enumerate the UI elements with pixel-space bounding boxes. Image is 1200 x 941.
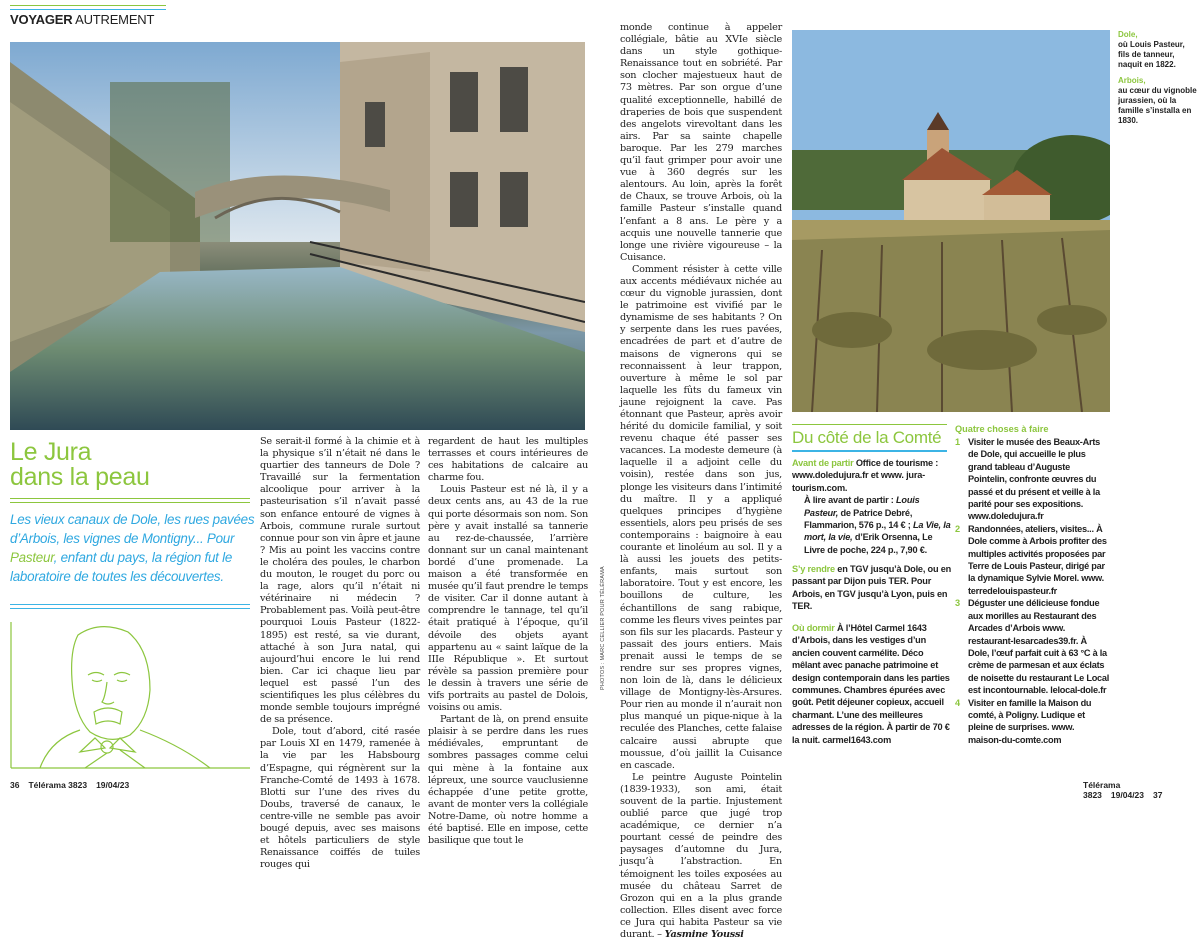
book-title: Louis Pasteur,: [804, 495, 920, 518]
sidebar-where-to-sleep: [792, 622, 952, 746]
photo-dole-canal: [10, 42, 585, 430]
list-item: [955, 436, 1110, 523]
photo-captions: [1118, 30, 1198, 132]
section-label-rest: AUTREMENT: [75, 12, 155, 27]
paragraph: Se serait-il formé à la chimie et à la physique s’il n’était né dans le quartier des tanneurs de Dole ? Travaillé sur la fermentation alcoolique pour arriver à la pasteurisation s’il n’avait passé son enfance entouré de vignes à Arbois, commune rurale surtout connue pour son vin âpre et jaune ? Mis au point les vaccins contre le choléra des poules, le charbon du mouton, le rouget du porc ou la rage, alors qu’il n’était ni vétérinaire ni médecin ? Probablement pas. Voilà peut-être pourquoi Louis Pasteur (1822-1895) est resté, sa vie durant, attaché à son Jura natal, qui aujourd’hui encore le lui rend bien. Car ici chaque lieu par lequel est passé l’un des scientifiques les plus célèbres du monde semble toujours imprégné de sa présence.: [260, 436, 420, 726]
page-number: 37: [1153, 790, 1163, 800]
things-to-do-list: [955, 436, 1110, 746]
magazine-issue: Télérama 3823: [28, 780, 88, 790]
article-column-3: [620, 22, 782, 941]
label-getting-there: S’y rendre: [792, 564, 835, 574]
paragraph: Le peintre Auguste Pointelin (1839-1933), son ami, était souvent de la partie. Injustement oublié parce que jugé trop académique, ce dernier n’a pourtant cessé de peindre des paysages d’automne du Jura, jusqu’à l’abstraction. En témoignent les toiles exposées au musée du château Sarret de Grozon qui en a la plus grande collection. Elles disent avec force ce Jura qui habita Pasteur sa vie durant. –: [620, 771, 782, 941]
photo-arbois-vineyard: [792, 30, 1110, 412]
things-to-do-title: Quatre choses à faire: [955, 424, 1049, 434]
article-standfirst: [10, 510, 255, 586]
author-signature: Yasmine Youssi: [664, 929, 744, 941]
caption-place: Dole,: [1118, 30, 1138, 39]
vineyard-illustration: [792, 30, 1110, 412]
paragraph: monde continue à appeler collégiale, bâtie au XVIe siècle dans un style gothique-Renaissance tout en sobriété. Par son clocher majestueux haut de 73 mètres. Par son orgue d’une qualité exceptionnelle, habillé de draperies de bois que suspendent des angelots virevoltant dans les airs. Par sa sainte chapelle baroque. Par les 279 marches qu’il faut grimper pour avoir une vue à 360 degrés sur les alentours. Au loin, après la forêt de Chaux, se trouve Arbois, où la famille Pasteur s’installe quand l’enfant a 8 ans. Le père y a acquis une nouvelle tannerie que longe une rivière vigoureuse – la Cuisance.: [620, 22, 782, 263]
getting-there-text: en TGV jusqu’à Dole, ou en passant par Dijon puis TER. Pour Arbois, en TGV jusqu’à Lyon, puis en TER.: [792, 564, 952, 612]
sidebar-getting-there: [792, 563, 952, 613]
book-details: d’Erik Orsenna, Le Livre de poche, 224 p., 7,90 €.: [804, 532, 933, 555]
paragraph: Partant de là, on prend ensuite plaisir à se perdre dans les rues médiévales, empruntant de sombres passages comme celui qui mène à la fontaine aux lépreux, une source vauclusienne échappée d’une petite grotte, avant de monter vers la collégiale Notre-Dame, où notre homme a été baptisé. Elle en impose, cette basilique que tout le: [428, 714, 588, 847]
title-rule-2: [10, 502, 250, 503]
sidebar-rule-bottom: [792, 450, 947, 452]
label-where-to-sleep: Où dormir: [792, 623, 835, 633]
list-item: [955, 523, 1110, 597]
issue-date: 19/04/23: [1110, 790, 1145, 800]
reading-intro: À lire avant de partir :: [804, 495, 897, 506]
caption-place: Arbois,: [1118, 76, 1146, 85]
book-details: de Patrice Debré, Flammarion, 576 p., 14 € ;: [804, 507, 913, 531]
item-number: 3: [955, 598, 960, 609]
item-number: 2: [955, 523, 960, 534]
caption-text: au cœur du vignoble jurassien, où la famille s’installa en 1830.: [1118, 86, 1197, 125]
item-text: Déguster une délicieuse fondue aux morilles au Restaurant des Arcades d’Arbois www. restaurant-lesarcades39.fr. À Dole, l’œuf parfait cuit à 63 °C à la crème de parmesan et aux éclats de noisette du restaurant Le Local est incontournable. lelocal-dole.fr: [968, 598, 1110, 696]
list-item: [955, 597, 1110, 696]
item-text: Visiter le musée des Beaux-Arts de Dole, qui accueille le plus grand tableau d’Auguste Pointelin, confronte œuvres du passé et du présent et veille à la parité pour ses expositions. www.doledujura.fr: [968, 437, 1101, 522]
header-rule-green: [10, 5, 166, 6]
sidebar-before-leaving: [792, 457, 952, 556]
issue-date: 19/04/23: [96, 780, 130, 790]
caption-dole: [1118, 30, 1198, 70]
photo-credit: PHOTOS : MARC CELLIER POUR TÉLÉRAMA: [600, 566, 606, 690]
standfirst-rule-2: [10, 608, 250, 609]
title-rule-1: [10, 498, 250, 499]
tourism-office-text: Office de tourisme : www.doledujura.fr et www. jura-tourism.com.: [792, 458, 939, 493]
section-label-bold: VOYAGER: [10, 12, 73, 27]
footer-left: [10, 780, 138, 790]
pasteur-line-illustration: [10, 620, 250, 770]
article-column-2: [428, 436, 588, 847]
paragraph: Comment résister à cette ville aux accents médiévaux nichée au cœur du vignoble jurassien, dont le patrimoine est vivifié par le dynamisme de ses habitants ? On y serpente dans les rues pavées, encadrées de part et d’autre de maisons de vignerons qui se reconnaissent à leur trappon, ouverture à même le sol par laquelle les fûts du fameux vin jaune rejoignent la cave. Pas étonnant que Pasteur, après avoir hérité du domicile familial, y soit revenu chaque été passer ses vacances. La modeste demeure (à laquelle il a adjoint celle du voisin), restée dans son jus, plonge les visiteurs dans l’intimité du maître. Il y a appliqué quelques principes d’hygiène essentiels, alors peu prisés de ses contemporains : baignoire à eau courante et linoléum au sol. Il y a là aussi les jouets des petits-enfants, mais surtout son laboratoire. Tout y est encore, les bouillons de culture, les échantillons de sang rabique, comme les fleurs vives peintes par son fils sur les placards. Pasteur y passait des jours entiers. Mais prenait aussi le temps de se rendre sur ses propres vignes, non loin de là, dans le délicieux village de Montigny-lès-Arsures. Pour rien au monde il n’aurait non plus manqué un pique-nique à la reculée des Planches, cette falaise calcaire aussi abrupte que moussue, d’où jaillit la Cuisance en cascade.: [620, 263, 782, 771]
paragraph: Dole, tout d’abord, cité rasée par Louis XI en 1479, ramenée à la vie par les Habsbourg d’Espagne, qui régnèrent sur la Franche-Comté de 1493 à 1678. Blotti sur l’une des rives du Doubs, traversé de canaux, le centre-ville ne semble pas avoir bougé depuis, avec ses maisons et hôtels particuliers de style Renaissance coiffés de tuiles rouges qui: [260, 726, 420, 871]
standfirst-part: , enfant du pays, la région fut le laboratoire de toutes les découvertes.: [10, 550, 233, 584]
page-number: 36: [10, 780, 20, 790]
header-rule-blue: [10, 9, 166, 10]
standfirst-rule-1: [10, 604, 250, 605]
standfirst-part: Les vieux canaux de Dole, les rues pavées d’Arbois, les vignes de Montigny... Pour: [10, 512, 255, 546]
caption-text: où Louis Pasteur, fils de tanneur, naquit en 1822.: [1118, 40, 1185, 69]
article-title: [10, 440, 150, 490]
section-label: [10, 12, 154, 27]
article-column-1: [260, 436, 420, 871]
caption-arbois: [1118, 76, 1198, 126]
standfirst-accent: Pasteur: [10, 550, 54, 565]
paragraph: regardent de haut les multiples terrasses et cours intérieures de ces habitations de calcaire au charme fou.: [428, 436, 588, 484]
item-text: Visiter en famille la Maison du comté, à Poligny. Ludique et pleine de surprises. www. maison-du-comte.com: [968, 697, 1092, 745]
item-number: 4: [955, 697, 960, 708]
sidebar-rule-top: [792, 424, 947, 425]
pasteur-portrait-icon: [10, 620, 250, 770]
item-text: Randonnées, ateliers, visites... À Dole comme à Arbois profiter des multiples activités proposées par Terre de Louis Pasteur, dirigé par la dynamique Sylvie Morel. www. terredelouispasteur.fr: [968, 523, 1107, 596]
footer-right: [1083, 780, 1200, 800]
reading-list: [792, 494, 952, 556]
list-item: [955, 697, 1110, 747]
label-before-leaving: Avant de partir: [792, 458, 854, 468]
sidebar-title: Du côté de la Comté: [792, 428, 942, 447]
magazine-issue: Télérama 3823: [1083, 780, 1121, 800]
title-line-2: dans la peau: [10, 463, 150, 491]
paragraph: Louis Pasteur est né là, il y a deux cents ans, au 43 de la rue qui porte désormais son nom. Son père y avait installé sa tannerie au rez-de-chaussée, l’arrière donnant sur un canal maintenant bordé d’une promenade. La maison a été transformée en musée qu’il faut prendre le temps de visiter. Car il donne autant à comprendre le tannage, tel qu’il était pratiqué à l’époque, qu’il dévoile des objets ayant appartenu au « saint laïque de la IIIe République ». Et surtout révèle sa passion première pour le dessin à travers une série de vifs portraits au pastel de Dolois, voisins ou amis.: [428, 484, 588, 714]
title-line-1: Le Jura: [10, 438, 92, 466]
canal-illustration: [10, 42, 585, 430]
book-title: La Vie, la mort, la vie,: [804, 520, 951, 543]
item-number: 1: [955, 437, 960, 447]
where-to-sleep-text: À l’Hôtel Carmel 1643 d’Arbois, dans les vestiges d’un ancien couvent carmélite. Déco mêlant avec panache patrimoine et design contemporain dans les parties communes. Chambres épurées avec goût. Petit déjeuner copieux, accueil charmant. L’une des meilleures adresses de la région. À partir de 70 € la nuit. carmel1643.com: [792, 623, 950, 745]
